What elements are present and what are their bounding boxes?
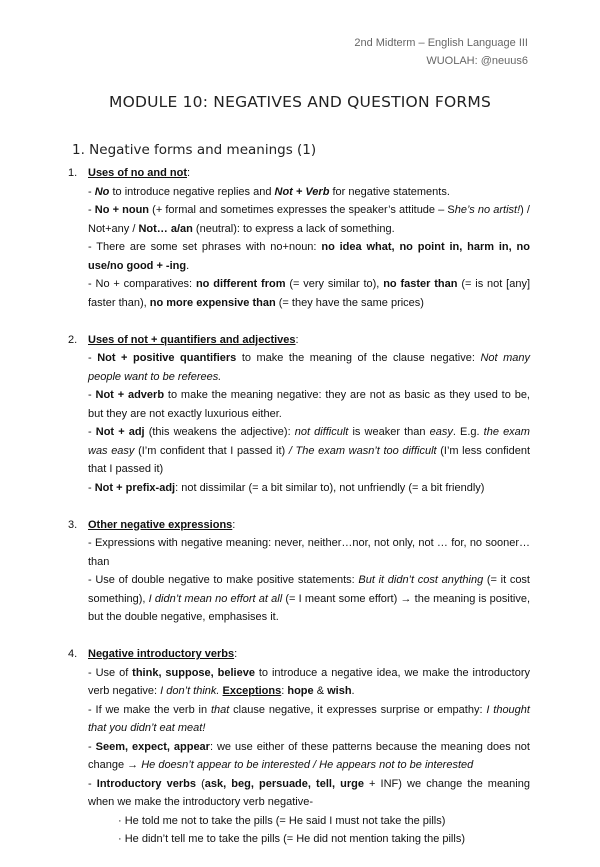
item-heading: Uses of no and not <box>88 167 187 179</box>
paragraph: - If we make the verb in that clause negative, it expresses surprise or empathy: I thought that you didn’t eat meat! <box>88 703 530 734</box>
page-header <box>354 34 528 70</box>
document-body <box>68 164 531 867</box>
header-author: WUOLAH: @neuus6 <box>426 55 528 67</box>
item-heading: Other negative expressions <box>88 518 233 531</box>
list-item-uses-of-no-and-not: 1. Uses of no and not: - No to introduce negative replies and Not + Verb for negative statements. - No + noun (+ formal and sometimes expresses the speaker’s attitude – She’s no artist!) / Not+any / Not… a/an (neutral): to express a lack of something. - There are some set phrases with no+noun: no idea what, no point in, harm in, no use/no good + -ing. - No + comparatives: no different from (= very similar to), no faster than (= is not [any] faster than), no more expensive than (= they have the same prices) <box>88 164 530 312</box>
paragraph: - Seem, expect, appear: we use either of these patterns because the meaning does not change → He doesn’t appear to be interested / He appears not to be interested <box>88 740 530 771</box>
paragraph: - Not + positive quantifiers to make the meaning of the clause negative: Not many people want to be referees. <box>88 352 530 383</box>
paragraph: - Not + prefix-adj: not dissimilar (= a bit similar to), not unfriendly (= a bit friendly) <box>88 481 485 494</box>
paragraph: - No + noun (+ formal and sometimes expresses the speaker’s attitude – She’s no artist!) / Not+any / Not… a/an (neutral): to express a lack of something. <box>88 204 530 235</box>
list-item-not-quantifiers-adjectives: 2. Uses of not + quantifiers and adjectives: - Not + positive quantifiers to make the meaning of the clause negative: Not many people want to be referees. - Not + adverb to make the meaning negative: they are not as basic as they used to be, but they are not exactly luxurious either. - Not + adj (this weakens the adjective): not difficult is weaker than easy. E.g. the exam was easy (I’m confident that I passed it) / The exam wasn’t too difficult (I’m less confident that I passed it) - Not + prefix-adj: not dissimilar (= a bit similar to), not unfriendly (= a bit friendly) <box>88 331 530 498</box>
paragraph: - Introductory verbs (ask, beg, persuade, tell, urge + INF) we change the meaning when we make the introductory verb negative- <box>88 777 530 808</box>
paragraph: - Expressions with negative meaning: never, neither…nor, not only, not … for, no sooner… than <box>88 537 530 568</box>
example-bullet: · He told me not to take the pills (= He said I must not take the pills) <box>118 814 446 827</box>
item-number: 1. <box>68 167 78 179</box>
example-bullet: · He didn’t tell me to take the pills (= He did not mention taking the pills) <box>118 833 465 845</box>
item-number: 3. <box>68 518 78 531</box>
list-item-negative-introductory-verbs: 4. Negative introductory verbs: - Use of think, suppose, believe to introduce a negative idea, we make the introductory verb negative: I don’t think. Exceptions: hope & wish. - If we make the verb in that clause negative, it expresses surprise or empathy: I thought that you didn’t eat meat! - Seem, expect, appear: we use either of these patterns because the meaning does not change → He doesn’t appear to be interested / He appears not to be interested - Introductory verbs (ask, beg, persuade, tell, urge + INF) we change the meaning when we make the introductory verb negative- · He told me not to take the pills (= He said I must not take the pills) · He didn’t tell me to take the pills (= He did not mention taking the pills) <box>88 645 530 849</box>
paragraph: - Not + adverb to make the meaning negative: they are not as basic as they used to be, but they are not exactly luxurious either. <box>88 389 530 420</box>
paragraph: - Use of double negative to make positive statements: But it didn’t cost anything (= it cost something), I didn’t mean no effort at all (= I meant some effort) → the meaning is positive, but the double negative, emphasises it. <box>88 574 531 623</box>
paragraph: - There are some set phrases with no+noun: no idea what, no point in, harm in, no use/no good + -ing. <box>88 241 530 272</box>
paragraph: - No + comparatives: no different from (= very similar to), no faster than (= is not [any] faster than), no more expensive than (= they have the same prices) <box>88 278 530 309</box>
section-title: 1. Negative forms and meanings (1) <box>72 142 317 158</box>
list-item-other-negative-expressions: 3. Other negative expressions: - Expressions with negative meaning: never, neither…nor, not only, not … for, no sooner… than - Use of double negative to make positive statements: But it didn’t cost anything (= it cost something), I didn’t mean no effort at all (= I meant some effort) → the meaning is positive, but the double negative, emphasises it. <box>88 516 530 627</box>
item-number: 2. <box>68 333 78 346</box>
item-number: 4. <box>68 648 78 660</box>
item-heading: Uses of not + quantifiers and adjectives <box>88 333 296 346</box>
paragraph: - Not + adj (this weakens the adjective): not difficult is weaker than easy. E.g. the exam was easy (I’m confident that I passed it) / The exam wasn’t too difficult (I’m less confident that I passed it) <box>88 426 531 475</box>
paragraph: - No to introduce negative replies and Not + Verb for negative statements. <box>88 185 450 198</box>
paragraph: - Use of think, suppose, believe to introduce a negative idea, we make the introductory verb negative: I don’t think. Exceptions: hope & wish. <box>88 666 530 697</box>
header-course: 2nd Midterm – English Language III <box>354 37 528 49</box>
page-title: MODULE 10: NEGATIVES AND QUESTION FORMS <box>109 93 491 111</box>
item-heading: Negative introductory verbs <box>88 648 235 660</box>
